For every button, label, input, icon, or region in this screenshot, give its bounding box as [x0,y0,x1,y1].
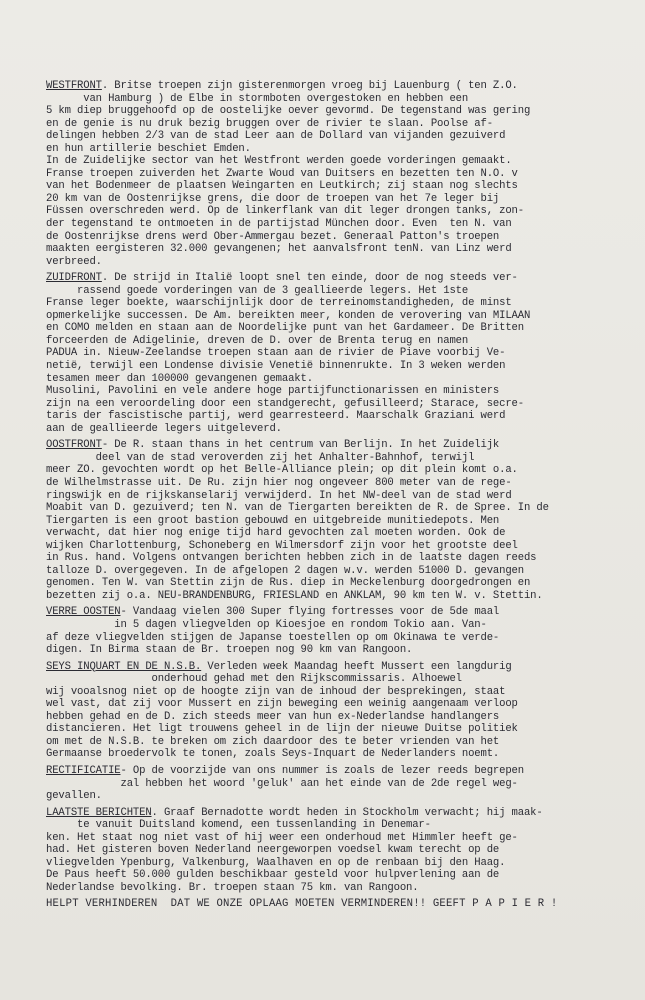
text-line: in 5 dagen vliegvelden op Kioesjoe en rondom Tokio aan. Van- [46,618,487,631]
text-line: Moabit van D. gezuiverd; ten N. van de Tiergarten bereikten de R. de Spree. In de [46,502,549,515]
heading-rectificatie: RECTIFICATIE [46,764,121,777]
text-line: PADUA in. Nieuw-Zeelandse troepen staan aan de rivier de Piave voorbij Ve- [46,347,506,360]
text-line: vliegvelden Ypenburg, Valkenburg, Waalhaven en op de renbaan bij den Haag. [46,856,506,869]
heading-laatste-berichten: LAATSTE BERICHTEN [46,806,152,819]
text-line: ringswijk en de rijkskanselarij verwijderd. In het NW-deel van de stad werd [46,489,512,502]
text-line: bezetten zij o.a. NEU-BRANDENBURG, FRIESLAND en ANKLAM, 90 km ten W. v. Stettin. [46,589,543,602]
heading-verre-oosten: VERRE OOSTEN [46,606,121,619]
text-line: opmerkelijke successen. De Am. bereikten meer, konden de verovering van MILAAN [46,309,531,322]
text-line: van Hamburg ) de Elbe in stormboten overgestoken en hebben een [46,92,469,105]
text-line: genomen. Ten W. van Stettin zijn de Rus. diep in Meckelenburg doorgedrongen en [46,577,531,590]
text-line: . De strijd in Italië loopt snel ten einde, door de nog steeds ver- [101,272,518,285]
section-seys-inquart [46,661,638,761]
text-line: distancieren. Het ligt trouwens geheel in de lijn der nieuwe Duitse politiek [46,723,518,736]
text-line: en hun artillerie beschiet Emden. [46,142,251,155]
text-line: Musolini, Pavolini en vele andere hoge partijfunctionarissen en ministers [46,385,500,398]
text-line: en de genie is nu druk bezig bruggen over de rivier te slaan. Poolse af- [46,117,493,130]
section-westfront [46,80,638,268]
heading-zuidfront: ZUIDFRONT [46,272,102,285]
text-line: hebben gehad en de D. zich steeds meer van hun ex-Nederlandse handlangers [46,710,500,723]
text-line: in Rus. hand. Volgens ontvangen berichten hebben zich in de laatste dagen reeds [46,552,537,565]
text-line: wijken Charlottenburg, Schoneberg en Wilmersdorf zijn voor het grootste deel [46,539,518,552]
section-laatste-berichten [46,807,638,895]
text-line: onderhoud gehad met den Rijkscommissaris. Alhoewel [46,673,462,686]
text-line: wij vooalsnog niet op de hoogte zijn van de inhoud der besprekingen, staat [46,685,506,698]
text-line: Tiergarten is een groot bastion gebouwd en uitgebreide munitiedepots. Men [46,514,500,527]
text-line: - De R. staan thans in het centrum van Berlijn. In het Zuidelijk [101,439,500,452]
text-line: In de Zuidelijke sector van het Westfront werden goede vorderingen gemaakt. [46,155,512,168]
text-line: gevallen. [46,790,102,803]
text-line: Nederlandse bevolking. Br. troepen staan 75 km. van Rangoon. [46,881,419,894]
text-line: aan de geallieerde legers uitgeleverd. [46,422,282,435]
footer-appeal: HELPT VERHINDEREN DAT WE ONZE OPLAAG MOETEN VERMINDEREN!! GEEFT P A P I E R ! [46,898,558,911]
text-line: Franse troepen zuiverden het Zwarte Woud van Duitsers en bezetten ten N.O. v [46,167,518,180]
text-line: - Vandaag vielen 300 Super flying fortresses voor de 5de maal [120,606,500,619]
text-line: ken. Het staat nog niet vast of hij weer een onderhoud met Himmler heeft ge- [46,831,518,844]
text-line: . Graaf Bernadotte wordt heden in Stockholm verwacht; hij maak- [151,806,543,819]
section-verre-oosten [46,606,638,656]
heading-westfront: WESTFRONT [46,80,102,92]
text-line: der tegenstand te ontmoeten in de partijstad München door. Even ten N. van [46,218,512,231]
text-line: de Wilhelmstrasse uit. De Ru. zijn hier nog ongeveer 800 meter van de rege- [46,476,512,489]
section-rectificatie [46,765,638,803]
text-line: talloze D. overgegeven. In de afgelopen 2 dagen w.v. werden 51000 D. gevangen [46,564,524,577]
text-line: De Paus heeft 50.000 gulden beschikbaar gesteld voor hulpverlening aan de [46,869,500,882]
text-line: 20 km van de Oostenrijkse grens, die door de troepen van het 7e leger bij [46,192,500,205]
text-line: wel vast, dat zij voor Mussert en zijn beweging een weinig aangenaam verloop [46,698,518,711]
heading-seys-inquart: SEYS INQUART EN DE N.S.B. [46,660,202,673]
document-body [46,80,638,911]
text-line: deel van de stad veroverden zij het Anhalter-Bahnhof, terwijl [46,451,475,464]
text-line: forceerden de Adigelinie, dreven de D. over de Brenta terug en namen [46,334,469,347]
text-line: om met de N.S.B. te breken om zich daardoor des te beter vrienden van het [46,735,500,748]
text-line: verbreed. [46,255,102,268]
text-line: de Oostenrijkse drens werd Ober-Ammergau bezet. Generaal Patton's troepen [46,230,500,243]
text-line: Franse leger boekte, waarschijnlijk door de terreinomstandigheden, de minst [46,297,512,310]
text-line: digen. In Birma staan de Br. troepen nog 90 km van Rangoon. [46,644,413,657]
text-line: zijn na een veroordeling door een standgerecht, gefusilleerd; Starace, secre- [46,397,524,410]
text-line: en COMO melden en staan aan de Noordelijke punt van het Gardameer. De Britten [46,322,524,335]
text-line: - Op de voorzijde van ons nummer is zoals de lezer reeds begrepen [120,764,524,777]
text-line: meer ZO. gevochten wordt op het Belle-Alliance plein; op dit plein komt o.a. [46,464,518,477]
section-zuidfront [46,272,638,435]
text-line: . Britse troepen zijn gisterenmorgen vroeg bij Lauenburg ( ten Z.O. [101,80,518,92]
text-line: te vanuit Duitsland komend, een tussenlanding in Denemar- [46,819,431,832]
text-line: had. Het gisteren boven Nederland neergeworpen voedsel kwam terecht op de [46,844,500,857]
text-line: verwacht, dat hier nog enige tijd hard gevochten zal moeten worden. Ook de [46,527,506,540]
text-line: van het Bodenmeer de plaatsen Weingarten en Leutkirch; zij staan nog slechts [46,180,518,193]
text-line: taris der fascistische partij, werd gearresteerd. Maarschalk Graziani werd [46,410,506,423]
text-line: tesamen meer dan 100000 gevangenen gemaakt. [46,372,313,385]
text-line: delingen hebben 2/3 van de stad Leer aan de Dollard van vijanden gezuiverd [46,130,506,143]
text-line: zal hebben het woord 'geluk' aan het einde van de 2de regel weg- [46,777,518,790]
text-line: af deze vliegvelden stijgen de Japanse toestellen op om Okinawa te verde- [46,631,500,644]
section-oostfront [46,439,638,602]
text-line: Füssen overschreden werd. Op de linkerflank van dit leger drongen tanks, zon- [46,205,524,218]
text-line: Germaanse broedervolk te tonen, zoals Seys-Inquart de Nederlanders noemt. [46,748,500,761]
text-line: rassend goede vorderingen van de 3 geallieerde legers. Het 1ste [46,284,469,297]
text-line: netië, terwijl een Londense divisie Venetië binnenrukte. In 3 weken werden [46,360,506,373]
text-line: Verleden week Maandag heeft Mussert een langdurig [201,660,512,673]
heading-oostfront: OOSTFRONT [46,439,102,452]
text-line: maakten eergisteren 32.000 gevangenen; het aanvalsfront tenN. van Linz werd [46,243,512,256]
text-line: 5 km diep bruggehoofd op de oostelijke oever gevormd. De tegenstand was gering [46,105,531,118]
